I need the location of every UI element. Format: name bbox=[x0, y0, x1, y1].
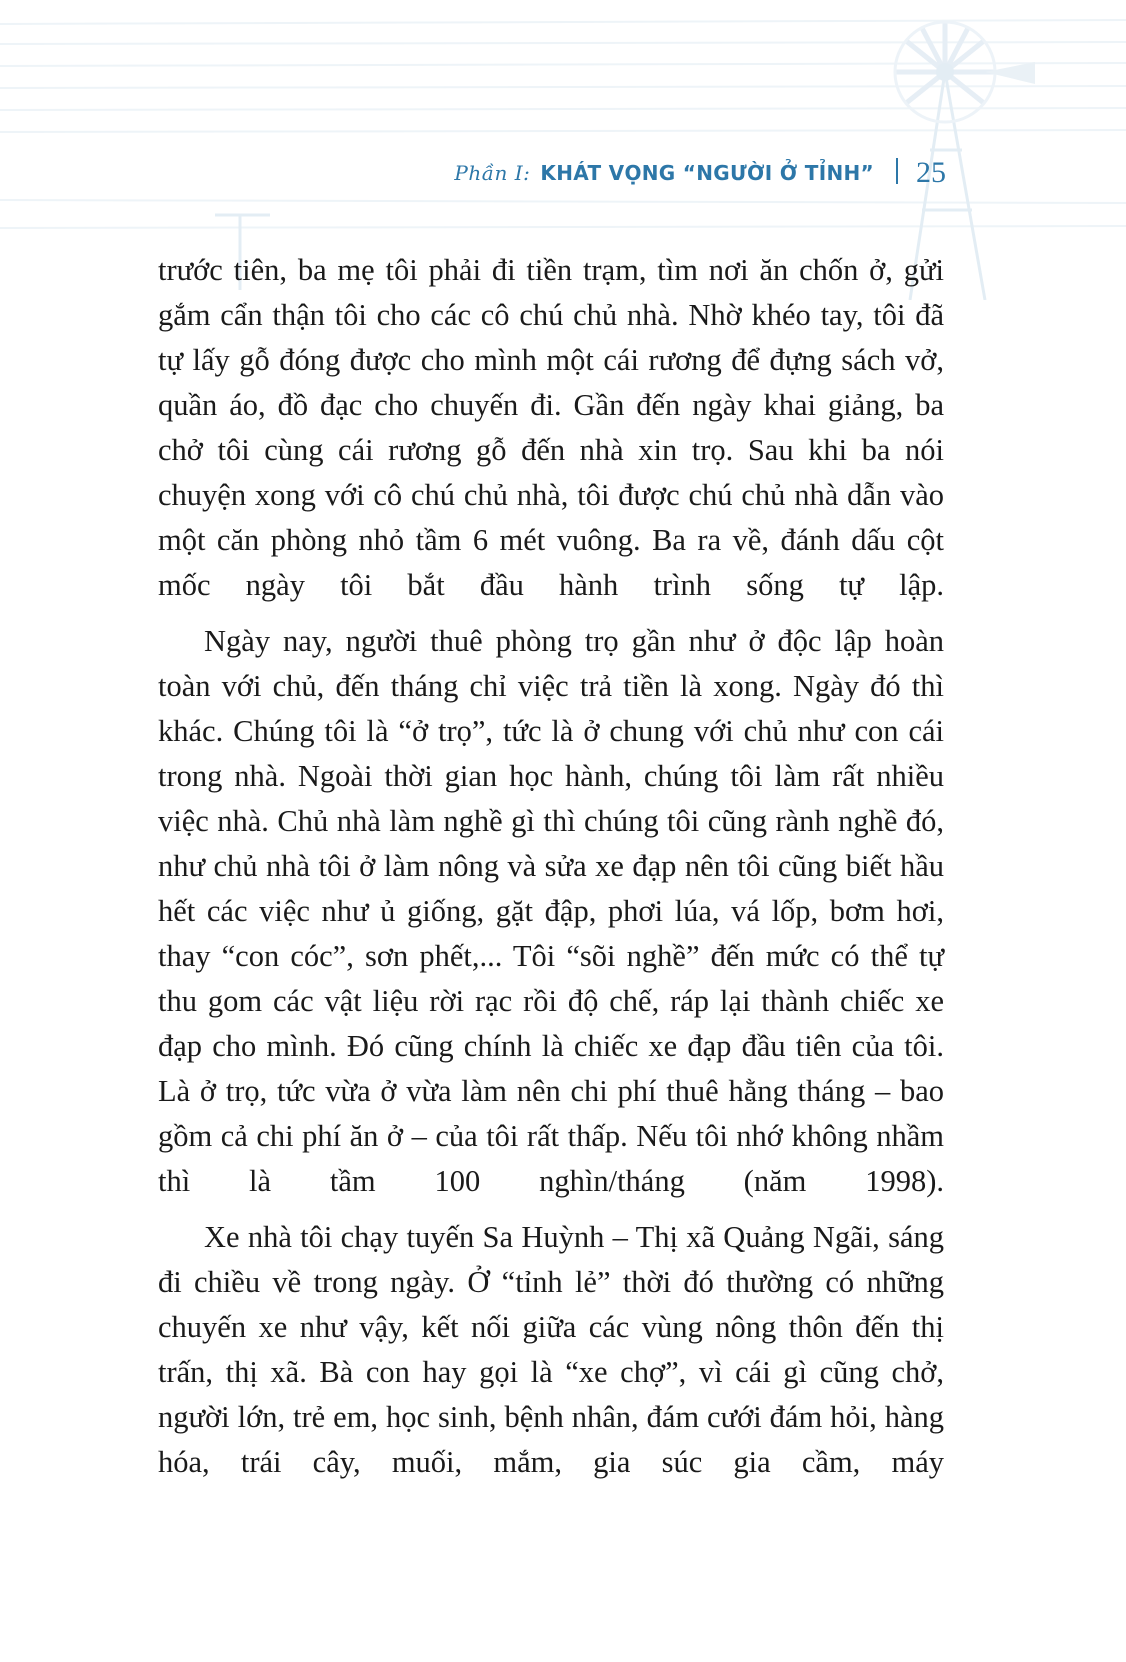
page-number: 25 bbox=[916, 156, 946, 189]
body-text bbox=[158, 248, 944, 1496]
section-title: KHÁT VỌNG “NGƯỜI Ở TỈNH” bbox=[540, 161, 874, 185]
paragraph-1: trước tiên, ba mẹ tôi phải đi tiền trạm, tìm nơi ăn chốn ở, gửi gắm cẩn thận tôi cho các cô chú chủ nhà. Nhờ khéo tay, tôi đã tự lấy gỗ đóng được cho mình một cái rương để đựng sách vở, quần áo, đồ đạc cho chuyến đi. Gần đến ngày khai giảng, ba chở tôi cùng cái rương gỗ đến nhà xin trọ. Sau khi ba nói chuyện xong với cô chú chủ nhà, tôi được chú chủ nhà dẫn vào một căn phòng nhỏ tầm 6 mét vuông. Ba ra về, đánh dấu cột mốc ngày tôi bắt đầu hành trình sống tự lập. bbox=[158, 253, 944, 602]
paragraph-3: Xe nhà tôi chạy tuyến Sa Huỳnh – Thị xã Quảng Ngãi, sáng đi chiều về trong ngày. Ở “tỉnh lẻ” thời đó thường có những chuyến xe như vậy, kết nối giữa các vùng nông thôn đến thị trấn, thị xã. Bà con hay gọi là “xe chợ”, vì cái gì cũng chở, người lớn, trẻ em, học sinh, bệnh nhân, đám cưới đám hỏi, hàng hóa, trái cây, muối, mắm, gia súc gia cầm, máy bbox=[158, 1220, 944, 1479]
paragraph-2: Ngày nay, người thuê phòng trọ gần như ở độc lập hoàn toàn với chủ, đến tháng chỉ việc trả tiền là xong. Ngày đó thì khác. Chúng tôi là “ở trọ”, tức là ở chung với chủ như con cái trong nhà. Ngoài thời gian học hành, chúng tôi làm rất nhiều việc nhà. Chủ nhà làm nghề gì thì chúng tôi cũng rành nghề đó, như chủ nhà tôi ở làm nông và sửa xe đạp nên tôi cũng biết hầu hết các việc như ủ giống, gặt đập, phơi lúa, vá lốp, bơm hơi, thay “con cóc”, sơn phết,... Tôi “sõi nghề” đến mức có thể tự thu gom các vật liệu rời rạc rồi độ chế, ráp lại thành chiếc xe đạp cho mình. Đó cũng chính là chiếc xe đạp đầu tiên của tôi. Là ở trọ, tức vừa ở vừa làm nên chi phí thuê hằng tháng – bao gồm cả chi phí ăn ở – của tôi rất thấp. Nếu tôi nhớ không nhầm thì là tầm 100 nghìn/tháng (năm 1998). bbox=[158, 624, 944, 1198]
running-header bbox=[0, 156, 946, 196]
header-separator bbox=[896, 158, 898, 184]
part-label: Phần I: bbox=[454, 161, 531, 185]
